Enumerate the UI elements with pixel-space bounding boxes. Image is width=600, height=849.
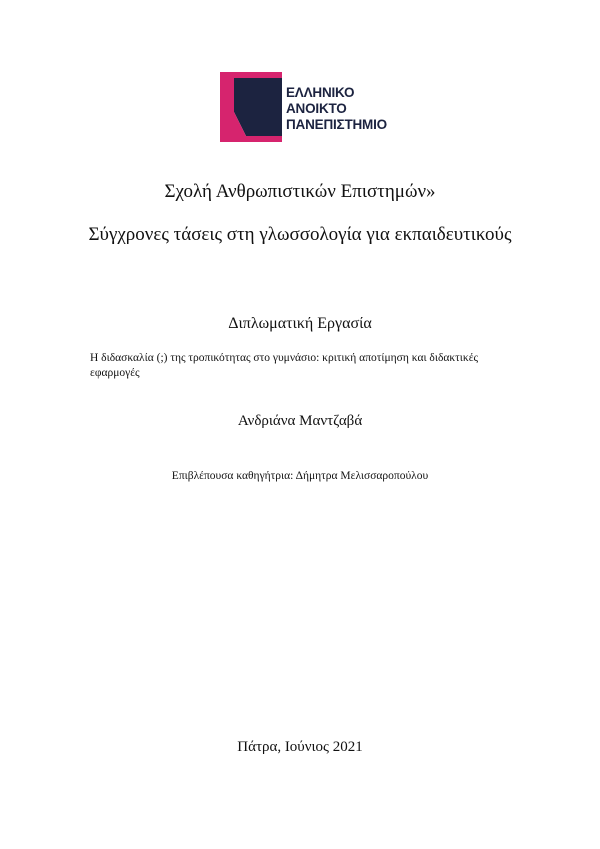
logo-line-1: ΕΛΛΗΝΙΚΟ (286, 85, 355, 100)
logo-line-3: ΠΑΝΕΠΙΣΤΗΜΙΟ (286, 117, 387, 132)
program-name: Σύγχρονες τάσεις στη γλωσσολογία για εκπαιδευτικούς (88, 224, 512, 245)
author-name: Ανδριάνα Μαντζαβά (237, 413, 363, 429)
supervisor-line: Επιβλέπουσα καθηγήτρια: Δήμητρα Μελισσαροπούλου (171, 470, 429, 482)
thesis-title: Η διδασκαλία (;) της τροπικότητας στο γυμνάσιο: κριτική αποτίμηση και διδακτικές εφαρμογές (90, 352, 479, 379)
university-logo-icon (220, 72, 282, 142)
logo-line-2: ΑΝΟΙΚΤΟ (286, 101, 347, 116)
university-logo (220, 72, 420, 144)
school-name: Σχολή Ανθρωπιστικών Επιστημών» (164, 181, 436, 202)
place-date: Πάτρα, Ιούνιος 2021 (237, 739, 363, 755)
thesis-label: Διπλωματική Εργασία (228, 315, 372, 332)
university-logo-text (286, 85, 387, 133)
